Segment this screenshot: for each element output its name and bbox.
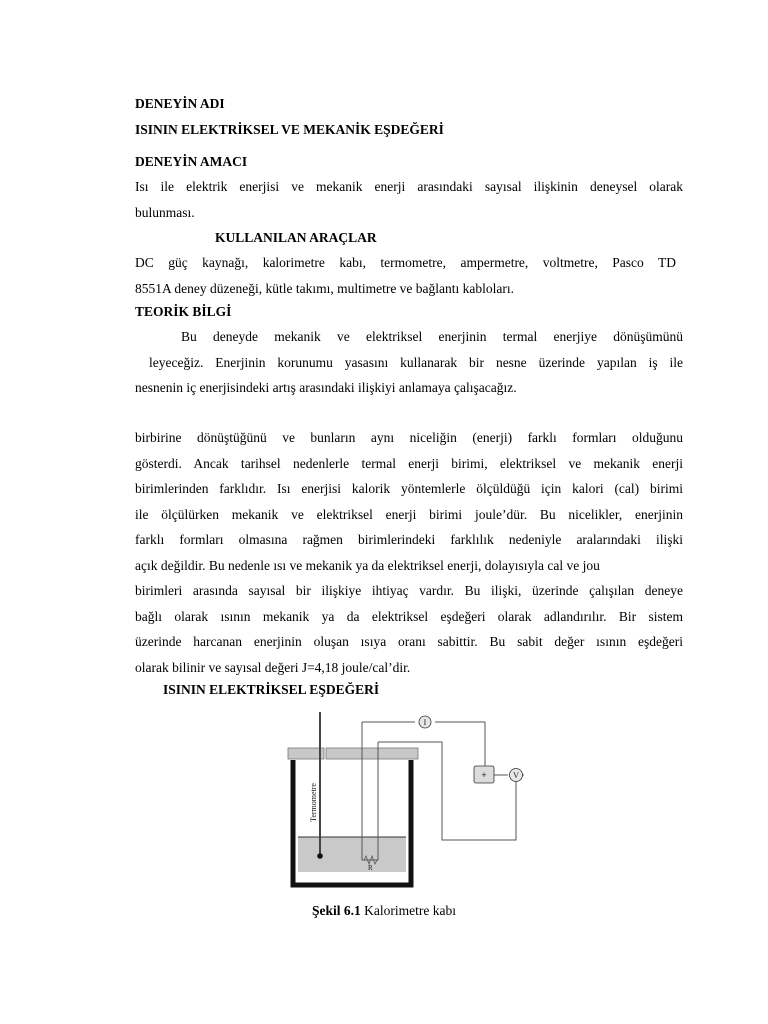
ammeter-label: I xyxy=(423,718,427,727)
lid-left xyxy=(288,748,324,759)
text-line: birbirine dönüştüğünü ve bunların aynı niceliğin (enerji) farklı formları olduğunu xyxy=(135,430,683,445)
figure-caption xyxy=(0,903,768,919)
text-line: ile ölçülürken mekanik ve elektriksel enerji birimi joule’dür. Bu nicelikler, enerjinin xyxy=(135,506,683,522)
text-line: üzerinde harcanan enerjinin oluşan ısıya oranı sabittir. Bu sabit değer ısının eşdeğeri xyxy=(135,634,683,649)
heading-electrical: ISININ ELEKTRİKSEL EŞDEĞERİ xyxy=(163,682,380,697)
text-line: nesnenin iç enerjisindeki artış arasındaki ilişkiyi anlamaya çalışacağız. xyxy=(135,380,517,395)
thermometer-label: Termometre xyxy=(309,783,318,822)
heading-title: ISININ ELEKTRİKSEL VE MEKANİK EŞDEĞERİ xyxy=(135,122,444,137)
lid-right xyxy=(326,748,418,759)
text-line: açık değildir. Bu nedenle ısı ve mekanik ya da elektriksel enerji, dolayısıyla cal ve jou xyxy=(135,557,600,573)
water-fill xyxy=(298,837,406,872)
power-source-label: + xyxy=(481,770,487,780)
heading-purpose: DENEYİN AMACI xyxy=(135,154,248,169)
calorimeter-diagram xyxy=(280,700,540,895)
text-line: Bu deneyde mekanik ve elektriksel enerjinin termal enerjiye dönüşümünü xyxy=(181,329,683,344)
tools-paragraph xyxy=(135,250,683,301)
heading-tools: KULLANILAN ARAÇLAR xyxy=(215,230,377,245)
heading-experiment-name: DENEYİN ADI xyxy=(135,96,225,111)
text-line: farklı formları olmasına rağmen birimlerindeki farklılık nedeniyle aralarındaki ilişki xyxy=(135,532,683,547)
text-line: gösterdi. Ancak tarihsel nedenlerle termal enerji birimi, elektriksel ve mekanik enerji xyxy=(135,455,683,471)
text-line: leyeceğiz. Enerjinin korunumu yasasını kullanarak bir nesne üzerinde yapılan iş ile xyxy=(149,354,683,370)
resistor-label: R xyxy=(368,864,373,872)
text-line: DC güç kaynağı, kalorimetre kabı, termometre, ampermetre, voltmetre, Pasco TD xyxy=(135,255,676,270)
body-paragraph xyxy=(135,425,683,680)
text-line: birimleri arasında sayısal bir ilişkiye ihtiyaç vardır. Bu ilişki, üzerinde çalışılan deneye xyxy=(135,583,683,598)
heading-theory: TEORİK BİLGİ xyxy=(135,304,232,319)
text-line: bulunması. xyxy=(135,204,195,220)
purpose-paragraph xyxy=(135,174,683,225)
voltmeter-label: V xyxy=(513,771,519,780)
text-line: olarak bilinir ve sayısal değeri J=4,18 joule/cal’dir. xyxy=(135,659,411,675)
caption-number: Şekil 6.1 xyxy=(312,903,361,918)
theory-paragraph xyxy=(135,324,683,401)
text-line: 8551A deney düzeneği, kütle takımı, multimetre ve bağlantı kabloları. xyxy=(135,280,515,296)
text-line: bağlı olarak ısının mekanik ya da elektriksel eşdeğeri olarak adlandırılır. Bir sistem xyxy=(135,608,683,624)
caption-text: Kalorimetre kabı xyxy=(360,903,456,918)
text-line: Isı ile elektrik enerjisi ve mekanik enerji arasındaki sayısal ilişkinin deneysel olarak xyxy=(135,179,683,194)
thermometer-bulb xyxy=(317,853,323,859)
text-line: birimlerinden farklıdır. Isı enerjisi kalorik yöntemlerle ölçüldüğü için kalori (cal) birimi xyxy=(135,481,683,496)
